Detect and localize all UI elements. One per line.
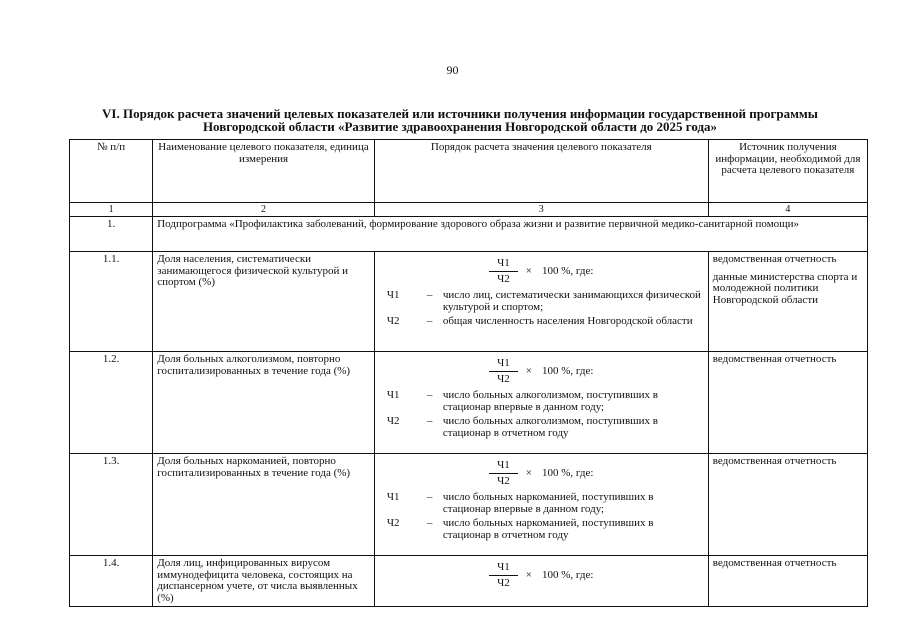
definition-symbol: Ч1 — [386, 289, 400, 301]
header-number: № п/п — [70, 140, 153, 203]
indicator-name: Доля лиц, инфицированных вирусом иммунодефицита человека, состоящих на диспансерном учете, от числа выявленных (%) — [153, 556, 375, 607]
indicator-row — [70, 556, 868, 607]
definition-text: число больных наркоманией, поступивших в стационар впервые в данном году; — [442, 491, 654, 515]
subprogram-row — [70, 217, 868, 252]
subprogram-title: Подпрограмма «Профилактика заболеваний, формирование здорового образа жизни и развитие первичной медико-санитарной помощи» — [153, 217, 868, 252]
indicator-number: 1.3. — [70, 454, 153, 556]
header-calculation: Порядок расчета значения целевого показателя — [374, 140, 708, 203]
definition — [379, 416, 704, 439]
calculation-cell — [374, 352, 708, 454]
column-numbers-row — [70, 203, 868, 217]
definition — [379, 492, 704, 515]
indicator-name: Доля больных алкоголизмом, повторно госпитализированных в течение года (%) — [153, 352, 375, 454]
definition-dash: – — [426, 517, 433, 529]
multiply-sign: × — [525, 568, 533, 581]
source-text: ведомственная отчетность — [712, 353, 837, 365]
subprogram-number: 1. — [70, 217, 153, 252]
definition-symbol: Ч2 — [386, 517, 400, 529]
indicator-number: 1.1. — [70, 252, 153, 352]
header-indicator-name: Наименование целевого показателя, единица измерения — [153, 140, 375, 203]
indicator-name: Доля населения, систематически занимающегося физической культурой и спортом (%) — [153, 252, 375, 352]
fraction — [489, 460, 518, 487]
header-source: Источник получения информации, необходимой для расчета целевого показателя — [708, 140, 867, 203]
numerator: Ч1 — [489, 562, 518, 576]
definition — [379, 518, 704, 541]
indicator-row — [70, 252, 868, 352]
definition-symbol: Ч2 — [386, 315, 400, 327]
denominator: Ч2 — [497, 272, 510, 285]
header-row — [70, 140, 868, 203]
indicator-name: Доля больных наркоманией, повторно госпитализированных в течение года (%) — [153, 454, 375, 556]
indicator-row — [70, 454, 868, 556]
calculation-cell — [374, 556, 708, 607]
definition-text: общая численность населения Новгородской области — [442, 315, 693, 327]
numerator: Ч1 — [489, 258, 518, 272]
definition-dash: – — [426, 315, 433, 327]
section-title: VI. Порядок расчета значений целевых показателей или источники получения информации государственной программы Новгородской области «Развитие здравоохранения Новгородской области до 2025 года» — [102, 106, 818, 134]
formula — [379, 460, 704, 487]
source-text: ведомственная отчетность — [712, 455, 837, 467]
source-cell — [708, 454, 867, 556]
indicator-row — [70, 352, 868, 454]
page-number: 90 — [446, 63, 459, 77]
definition-dash: – — [426, 415, 433, 427]
definition — [379, 316, 704, 328]
definition-symbol: Ч1 — [386, 491, 400, 503]
source-text: ведомственная отчетность — [712, 557, 837, 569]
definition-text: число больных наркоманией, поступивших в стационар в отчетном году — [442, 517, 654, 541]
definition-symbol: Ч1 — [386, 389, 400, 401]
definition-dash: – — [426, 389, 433, 401]
definition-symbol: Ч2 — [386, 415, 400, 427]
formula-tail: 100 %, где: — [542, 466, 594, 479]
multiply-sign: × — [525, 466, 533, 479]
definition-dash: – — [426, 491, 433, 503]
fraction — [489, 258, 518, 285]
column-number: 4 — [708, 203, 867, 217]
numerator: Ч1 — [489, 358, 518, 372]
formula — [379, 562, 704, 589]
formula-tail: 100 %, где: — [542, 568, 594, 581]
multiply-sign: × — [525, 364, 533, 377]
calculation-cell — [374, 252, 708, 352]
calculation-cell — [374, 454, 708, 556]
fraction — [489, 562, 518, 589]
definition — [379, 290, 704, 313]
formula-tail: 100 %, где: — [542, 264, 594, 277]
source-text: данные министерства спорта и молодежной политики Новгородской области — [712, 270, 858, 306]
denominator: Ч2 — [497, 474, 510, 487]
definition-text: число лиц, систематически занимающихся физической культурой и спортом; — [442, 289, 701, 313]
definition — [379, 390, 704, 413]
formula — [379, 258, 704, 285]
formula-tail: 100 %, где: — [542, 364, 594, 377]
fraction — [489, 358, 518, 385]
indicator-number: 1.4. — [70, 556, 153, 607]
multiply-sign: × — [525, 264, 533, 277]
source-cell — [708, 252, 867, 352]
definition-text: число больных алкоголизмом, поступивших в стационар в отчетном году — [442, 415, 658, 439]
source-text: ведомственная отчетность — [712, 253, 837, 265]
column-number: 1 — [70, 203, 153, 217]
column-number: 3 — [374, 203, 708, 217]
definition-dash: – — [426, 289, 433, 301]
source-cell — [708, 556, 867, 607]
column-number: 2 — [153, 203, 375, 217]
definition-text: число больных алкоголизмом, поступивших в стационар впервые в данном году; — [442, 389, 658, 413]
source-cell — [708, 352, 867, 454]
formula — [379, 358, 704, 385]
denominator: Ч2 — [497, 372, 510, 385]
denominator: Ч2 — [497, 576, 510, 589]
indicator-number: 1.2. — [70, 352, 153, 454]
indicators-table — [69, 139, 868, 607]
numerator: Ч1 — [489, 460, 518, 474]
